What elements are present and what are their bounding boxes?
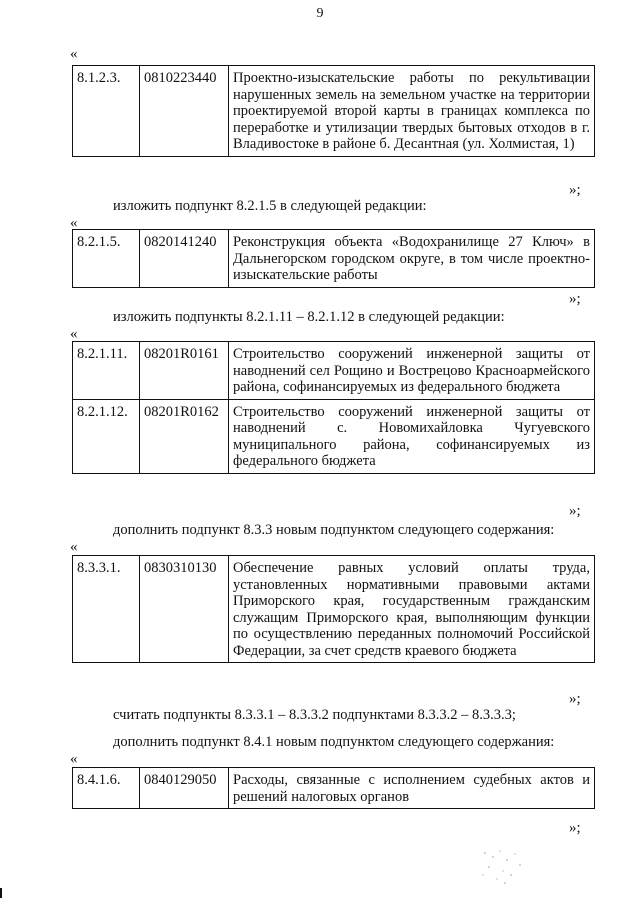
- item-code: 0810223440: [140, 66, 229, 157]
- amendment-table: [72, 341, 595, 474]
- close-quote: »;: [569, 503, 581, 519]
- table-row: [73, 66, 595, 157]
- item-text: Проектно-изыскательские работы по рекультивации нарушенных земель на земельном участке на территории проектируемой второй карты в границах комплекса по переработке и утилизации твердых бытовых отходов в г. Владивостоке в районе б. Десантная (ул. Холмистая, 1): [229, 66, 595, 157]
- item-text: Строительство сооружений инженерной защиты от наводнений с. Новомихайловка Чугуевского муниципального района, софинансируемых из федерального бюджета: [229, 399, 595, 473]
- item-text: Реконструкция объекта «Водохранилище 27 Ключ» в Дальнегорском городском округе, в том числе проектно-изыскательские работы: [229, 230, 595, 288]
- page-number: 9: [316, 6, 324, 21]
- amendment-instruction: изложить подпункт 8.2.1.5 в следующей редакции:: [113, 198, 427, 214]
- amendment-instruction: считать подпункты 8.3.3.1 – 8.3.3.2 подпунктами 8.3.3.2 – 8.3.3.3;: [113, 707, 516, 723]
- amendment-instruction: изложить подпункты 8.2.1.11 – 8.2.1.12 в следующей редакции:: [113, 309, 505, 325]
- scan-noise: [475, 845, 545, 890]
- amendment-table: [72, 555, 595, 663]
- item-code: 08201R0162: [140, 399, 229, 473]
- open-quote: «: [70, 539, 78, 555]
- item-code: 0840129050: [140, 768, 229, 809]
- open-quote: «: [70, 751, 78, 767]
- item-code: 0830310130: [140, 556, 229, 663]
- item-number: 8.4.1.6.: [73, 768, 140, 809]
- close-quote: »;: [569, 691, 581, 707]
- table-row: [73, 230, 595, 288]
- item-text: Расходы, связанные с исполнением судебных актов и решений налоговых органов: [229, 768, 595, 809]
- item-code: 0820141240: [140, 230, 229, 288]
- amendment-table: [72, 229, 595, 288]
- open-quote: «: [70, 215, 78, 231]
- amendment-table: [72, 65, 595, 157]
- item-number: 8.2.1.12.: [73, 399, 140, 473]
- item-text: Строительство сооружений инженерной защиты от наводнений сел Рощино и Вострецово Красноармейского района, софинансируемых из федерального бюджета: [229, 342, 595, 400]
- amendment-instruction: дополнить подпункт 8.3.3 новым подпунктом следующего содержания:: [113, 522, 555, 538]
- close-quote: »;: [569, 182, 581, 198]
- item-number: 8.2.1.11.: [73, 342, 140, 400]
- close-quote: »;: [569, 291, 581, 307]
- table-row: [73, 342, 595, 400]
- item-code: 08201R0161: [140, 342, 229, 400]
- table-row: [73, 399, 595, 473]
- table-row: [73, 556, 595, 663]
- amendment-instruction: дополнить подпункт 8.4.1 новым подпунктом следующего содержания:: [113, 734, 555, 750]
- item-number: 8.3.3.1.: [73, 556, 140, 663]
- amendment-table: [72, 767, 595, 809]
- open-quote: «: [70, 326, 78, 342]
- table-row: [73, 768, 595, 809]
- item-text: Обеспечение равных условий оплаты труда, установленных нормативными правовыми актами Приморского края, государственным гражданским служащим Приморского края, выполняющим функции по осуществлению переданных полномочий Российской Федерации, за счет средств краевого бюджета: [229, 556, 595, 663]
- scan-edge-mark: [0, 888, 2, 898]
- close-quote: »;: [569, 820, 581, 836]
- open-quote: «: [70, 46, 78, 62]
- item-number: 8.1.2.3.: [73, 66, 140, 157]
- item-number: 8.2.1.5.: [73, 230, 140, 288]
